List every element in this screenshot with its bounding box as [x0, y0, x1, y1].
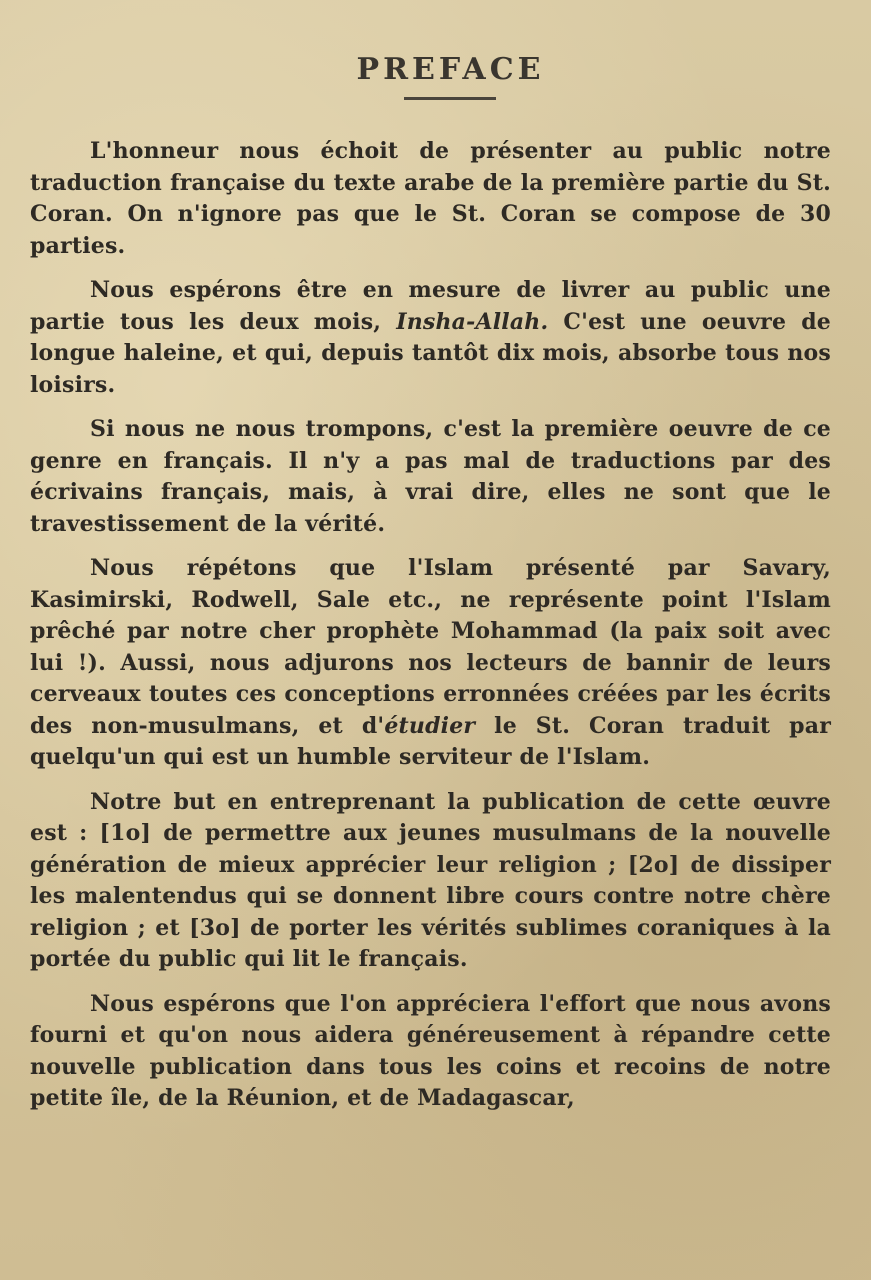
paragraph-4-italic: étudier [384, 712, 476, 739]
paragraph-1: L'honneur nous échoit de présenter au public notre traduction française du texte arabe de la première partie du St. Coran. On n'ignore pas que le St. Coran se compose de 30 parties. [30, 138, 831, 259]
paragraph-6: Nous espérons que l'on appréciera l'effort que nous avons fourni et qu'on nous aidera généreusement à répandre cette nouvelle publication dans tous les coins et recoins de notre petite île, de la Réunion, et de Madagascar, [30, 990, 831, 1111]
paragraph-4-text-end: le St. Coran traduit par quelqu'un qui est un humble serviteur de l'Islam. [30, 712, 831, 770]
paragraph-4-text-start: Nous répétons que l'Islam présenté par Savary, Kasimirski, Rodwell, Sale etc., ne représente point l'Islam prêché par notre cher prophète Mohammad (la paix soit avec lui !). Aussi, nous adjurons nos lecteurs de bannir de leurs cerveaux toutes ces conceptions erronnées créées par les écrits des non-musulmans, et d' [30, 555, 831, 739]
paragraph-5: Notre but en entreprenant la publication de cette œuvre est : [1o] de permettre aux jeunes musulmans de la nouvelle génération de mieux apprécier leur religion ; [2o] de dissiper les malentendus qui se donnent libre cours contre notre chère religion ; et [3o] de porter les vérités sublimes coraniques à la portée du public qui lit le français. [30, 788, 831, 972]
paragraph-2 [30, 275, 831, 401]
title-underline [404, 97, 496, 100]
page-title: PREFACE [356, 52, 545, 87]
paragraph-2-text-end: C'est une oeuvre de longue haleine, et qui, depuis tantôt dix mois, absorbe tous nos loisirs. [30, 308, 831, 398]
paragraph-3: Si nous ne nous trompons, c'est la première oeuvre de ce genre en français. Il n'y a pas mal de traductions par des écrivains français, mais, à vrai dire, elles ne sont que le travestissement de la vérité. [30, 416, 831, 537]
paragraph-2-italic: Insha-Allah. [396, 308, 549, 335]
paragraph-2-text-start: Nous espérons être en mesure de livrer au public une partie tous les deux mois, [30, 277, 831, 335]
paragraph-4 [30, 553, 831, 774]
